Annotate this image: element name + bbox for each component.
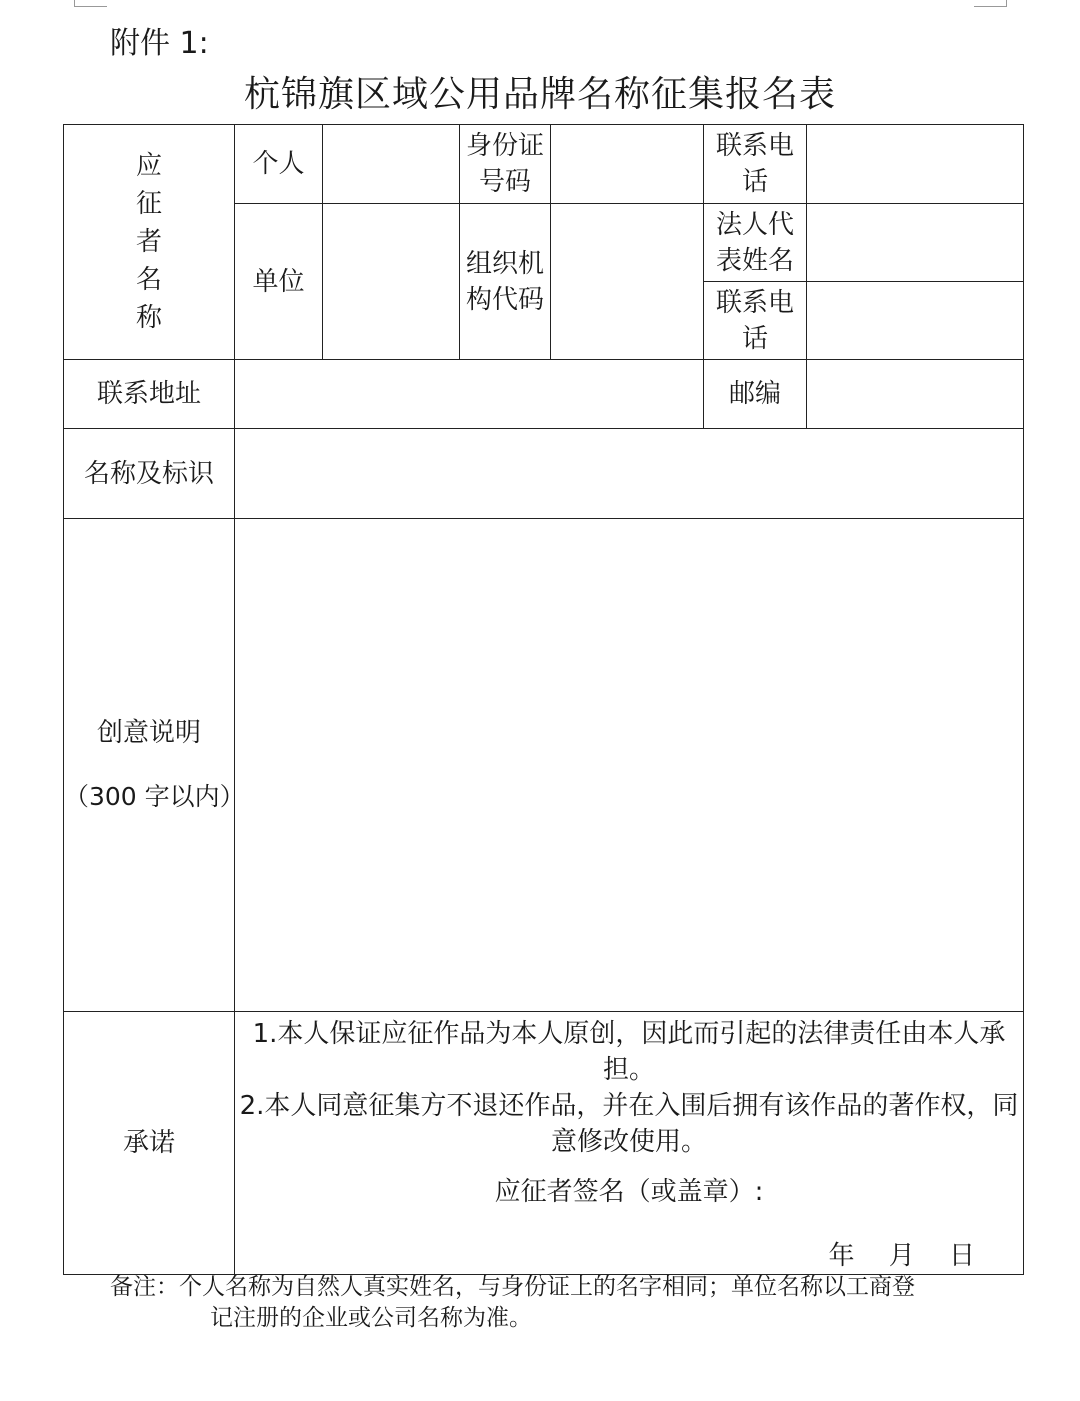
attachment-label: 附件 1: xyxy=(110,26,209,61)
legal-rep-label: 法人代表姓名 xyxy=(704,204,807,282)
page-title: 杭锦旗区域公用品牌名称征集报名表 xyxy=(243,74,836,115)
postcode-label: 邮编 xyxy=(704,360,807,429)
commitment-content xyxy=(235,1012,1024,1275)
registration-form-table xyxy=(63,124,1024,1275)
address-field[interactable] xyxy=(235,360,704,429)
footnote-line-1: 备注：个人名称为自然人真实姓名，与身份证上的名字相同；单位名称以工商登 xyxy=(110,1274,915,1300)
commitment-label: 承诺 xyxy=(64,1012,235,1275)
id-number-field[interactable] xyxy=(551,125,704,204)
phone-label-individual: 联系电话 xyxy=(704,125,807,204)
org-code-label: 组织机构代码 xyxy=(460,204,551,360)
page-corner-mark-left xyxy=(74,0,107,7)
applicant-name-label: 应征者名称 xyxy=(135,151,162,333)
phone-label-organization: 联系电话 xyxy=(704,282,807,360)
creative-description-label: 创意说明 xyxy=(96,718,201,748)
address-label: 联系地址 xyxy=(64,360,235,429)
org-code-field[interactable] xyxy=(551,204,704,360)
name-logo-label: 名称及标识 xyxy=(64,429,235,519)
footnote xyxy=(110,1272,990,1334)
date-line: 年 月 日 xyxy=(828,1241,975,1271)
individual-name-field[interactable] xyxy=(323,125,460,204)
commitment-item-2: 2.本人同意征集方不退还作品，并在入围后拥有该作品的著作权，同意修改使用。 xyxy=(239,1091,1019,1157)
applicant-name-label-cell xyxy=(64,125,235,360)
postcode-field[interactable] xyxy=(807,360,1024,429)
legal-rep-field[interactable] xyxy=(807,204,1024,282)
creative-description-field[interactable] xyxy=(235,519,1024,1012)
page-corner-mark-right xyxy=(974,0,1007,7)
footnote-line-2: 记注册的企业或公司名称为准。 xyxy=(210,1305,532,1331)
commitment-item-1: 1.本人保证应征作品为本人原创，因此而引起的法律责任由本人承担。 xyxy=(252,1019,1006,1085)
signature-label: 应征者签名（或盖章）: xyxy=(494,1177,764,1207)
organization-name-field[interactable] xyxy=(323,204,460,360)
creative-description-label-cell xyxy=(64,519,245,1012)
phone-field-individual[interactable] xyxy=(807,125,1024,204)
organization-label: 单位 xyxy=(235,204,323,360)
id-number-label: 身份证号码 xyxy=(460,125,551,204)
individual-label: 个人 xyxy=(235,125,323,204)
name-logo-field[interactable] xyxy=(235,429,1024,519)
phone-field-organization[interactable] xyxy=(807,282,1024,360)
creative-word-limit: （300 字以内） xyxy=(64,782,245,811)
